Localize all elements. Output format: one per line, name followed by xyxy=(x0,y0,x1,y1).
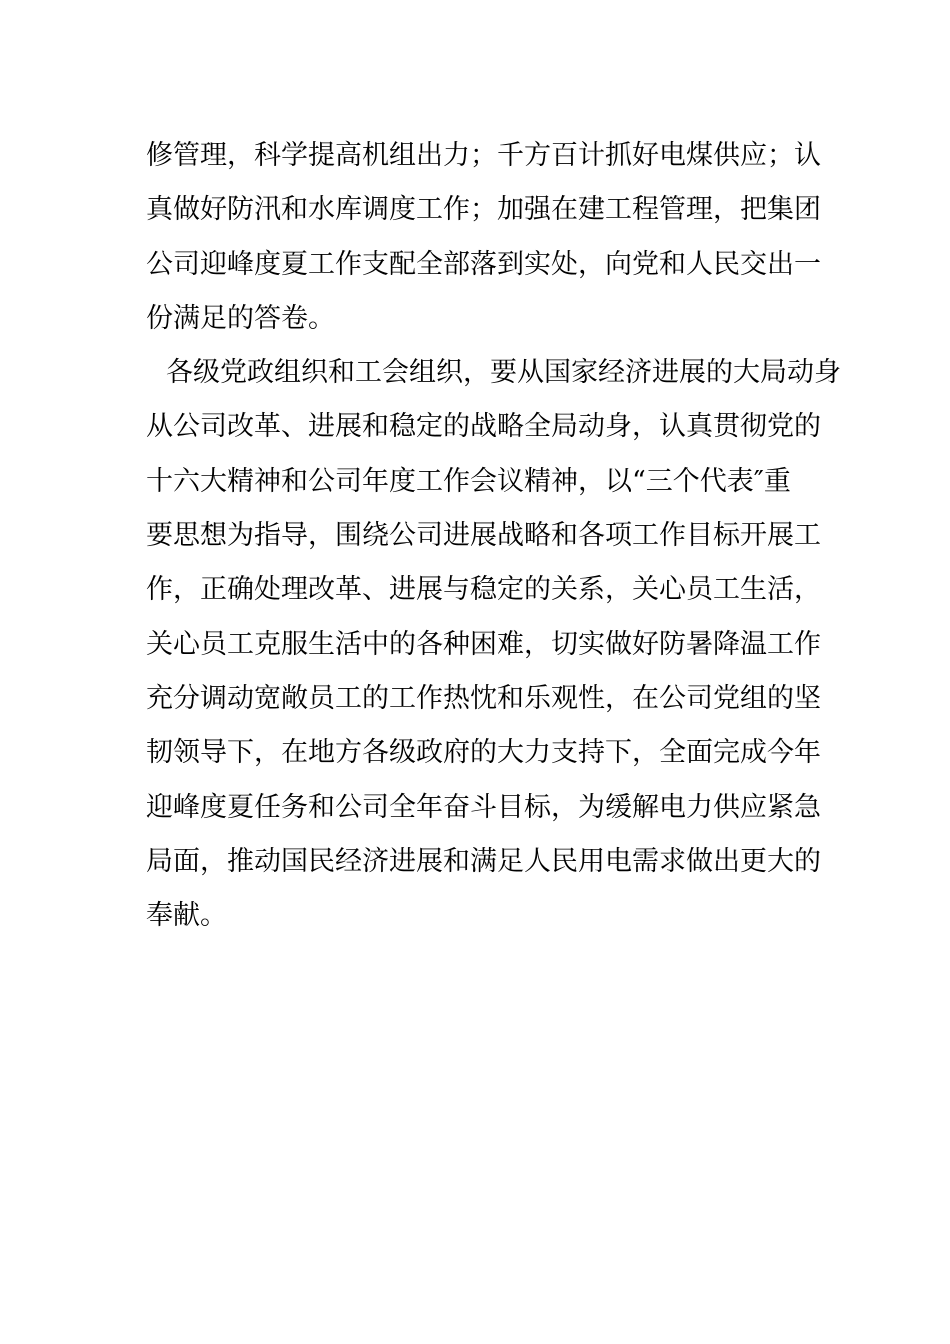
text-line: 真做好防汛和水库调度工作；加强在建工程管理，把集团 xyxy=(146,194,821,226)
text-line: 韧领导下，在地方各级政府的大力支持下，全面完成今年 xyxy=(146,737,821,769)
text-line: 十六大精神和公司年度工作会议精神，以“三个代表″重 xyxy=(146,465,791,497)
text-line: 从公司改革、进展和稳定的战略全局动身，认真贯彻党的 xyxy=(146,411,821,443)
text-line: 局面，推动国民经济进展和满足人民用电需求做出更大的 xyxy=(146,845,821,877)
text-line: 迎峰度夏任务和公司全年奋斗目标，为缓解电力供应紧急 xyxy=(146,791,821,823)
text-line: 份满足的答卷。 xyxy=(146,302,335,334)
paragraph-first-line: 各级党政组织和工会组织，要从国家经济进展的大局动身 xyxy=(166,357,841,389)
text-line: 修管理，科学提高机组出力；千方百计抓好电煤供应；认 xyxy=(146,140,821,171)
text-line: 奉献。 xyxy=(146,900,227,932)
text-line: 作，正确处理改革、进展与稳定的关系，关心员工生活， xyxy=(146,574,821,606)
text-line: 公司迎峰度夏工作支配全部落到实处，向党和人民交出一 xyxy=(146,248,821,280)
body-text xyxy=(146,129,841,943)
text-line: 关心员工克服生活中的各种困难，切实做好防暑降温工作 xyxy=(146,628,821,660)
text-line: 要思想为指导，围绕公司进展战略和各项工作目标开展工 xyxy=(146,520,821,552)
text-line: 充分调动宽敞员工的工作热忱和乐观性，在公司党组的坚 xyxy=(146,682,821,714)
